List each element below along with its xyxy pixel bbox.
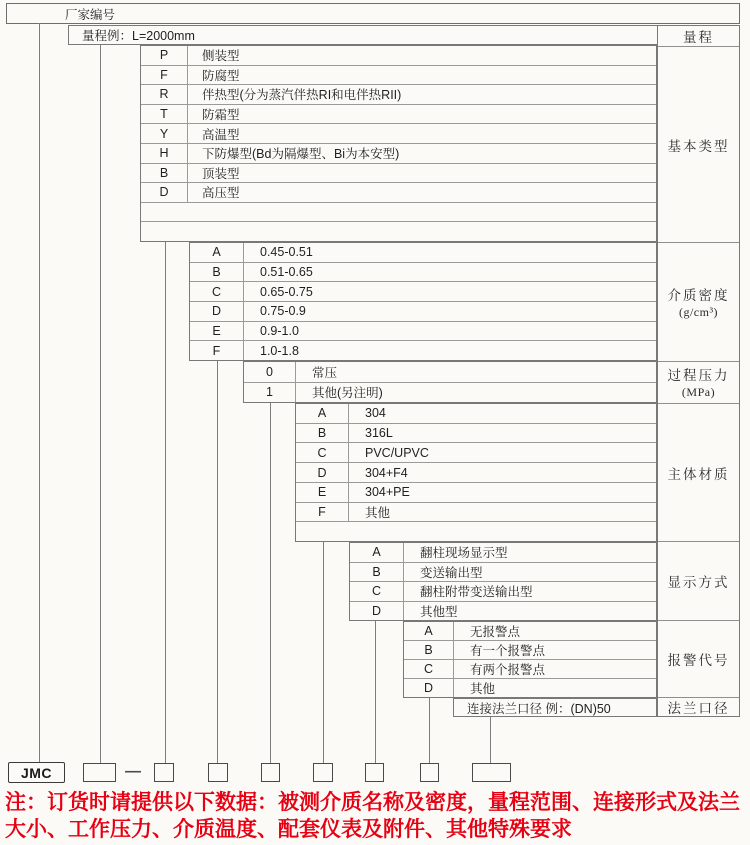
label-alarm-code: 报警代号	[658, 620, 739, 697]
table-row	[404, 640, 656, 659]
option-description: 0.45-0.51	[260, 245, 313, 260]
table-row	[141, 123, 656, 143]
code-box-pressure	[261, 763, 280, 782]
connector-line-range	[100, 44, 101, 763]
code-box-basic-type	[154, 763, 174, 782]
code-box-range	[83, 763, 116, 782]
option-description	[188, 203, 656, 222]
table-row	[141, 221, 656, 241]
table-display-mode	[349, 542, 657, 621]
table-row	[190, 321, 656, 341]
option-code: E	[296, 483, 349, 502]
option-code: 0	[244, 362, 296, 382]
option-code: F	[190, 341, 244, 360]
option-code: D	[141, 183, 188, 202]
table-row	[141, 163, 656, 183]
option-code: E	[190, 322, 244, 341]
factory-code-label: 厂家编号	[65, 7, 116, 22]
option-code: T	[141, 105, 188, 124]
option-code: C	[296, 443, 349, 462]
option-description: 0.9-1.0	[260, 324, 299, 339]
connector-line-flange	[490, 716, 491, 763]
option-description: 316L	[365, 426, 393, 441]
code-box-display	[365, 763, 384, 782]
option-description: 防腐型	[202, 68, 240, 83]
option-code: H	[141, 144, 188, 163]
table-row	[296, 502, 656, 522]
flange-size-text: 连接法兰口径 例：(DN)50	[467, 701, 611, 716]
table-row	[141, 202, 656, 222]
option-description: 翻柱现场显示型	[420, 546, 508, 561]
code-box-flange	[472, 763, 511, 782]
option-description: 其他	[365, 505, 391, 520]
code-box-alarm	[420, 763, 439, 782]
table-row	[190, 243, 656, 262]
option-code: A	[350, 543, 404, 562]
option-code: A	[404, 622, 454, 640]
table-row	[350, 601, 656, 621]
table-row	[296, 482, 656, 502]
table-row	[404, 622, 656, 640]
option-description: 顶装型	[202, 166, 240, 181]
option-description: 无报警点	[470, 625, 521, 639]
option-code: B	[190, 263, 244, 282]
option-code: C	[404, 660, 454, 678]
connector-line-density	[217, 360, 218, 763]
category-label-column	[657, 25, 740, 717]
range-example-box	[68, 25, 658, 45]
label-pressure-unit: (MPa)	[681, 385, 716, 400]
option-description: 0.75-0.9	[260, 304, 306, 319]
option-description: PVC/UPVC	[365, 445, 429, 460]
option-description: 伴热型(分为蒸汽伴热RI和电伴热RII)	[202, 88, 402, 103]
ordering-note-line2: 大小、工作压力、介质温度、配套仪表及附件、其他特殊要求	[5, 818, 572, 841]
table-row	[296, 442, 656, 462]
option-description	[349, 522, 656, 541]
table-medium-density	[189, 242, 657, 361]
table-row	[141, 182, 656, 202]
table-row	[244, 362, 656, 382]
table-row	[296, 462, 656, 482]
ordering-note-line1: 注：订货时请提供以下数据：被测介质名称及密度，量程范围、连接形式及法兰	[5, 791, 740, 814]
code-box-material	[313, 763, 333, 782]
table-row	[190, 301, 656, 321]
label-body-material: 主体材质	[658, 403, 739, 542]
table-row	[190, 281, 656, 301]
option-code: B	[404, 641, 454, 659]
option-code: F	[141, 66, 188, 85]
option-description: 1.0-1.8	[260, 343, 299, 358]
option-description	[188, 222, 656, 241]
code-separator-dash: —	[125, 762, 141, 780]
option-description: 下防爆型(Bd为隔爆型、Bi为本安型)	[202, 147, 400, 162]
label-density-unit: (g/cm³)	[678, 305, 719, 320]
option-code: R	[141, 85, 188, 104]
option-description: 其他型	[420, 604, 458, 619]
option-code	[296, 522, 349, 541]
option-description: 0.65-0.75	[260, 284, 313, 299]
option-code: D	[296, 463, 349, 482]
table-row	[296, 521, 656, 541]
label-display-mode: 显示方式	[658, 541, 739, 620]
label-flange-size: 法兰口径	[658, 697, 739, 716]
option-code: D	[350, 602, 404, 621]
label-basic-type: 基本类型	[658, 46, 739, 242]
factory-code-box	[6, 3, 740, 24]
connector-line-alarm	[429, 697, 430, 763]
table-row	[244, 382, 656, 403]
option-description: 翻柱附带变送输出型	[420, 585, 533, 600]
option-description: 304+F4	[365, 465, 408, 480]
option-description: 有两个报警点	[470, 663, 546, 677]
table-row	[190, 340, 656, 360]
option-code: F	[296, 503, 349, 522]
option-description: 其他(另注明)	[312, 386, 383, 401]
option-code	[141, 222, 188, 241]
option-code: D	[190, 302, 244, 321]
option-description: 常压	[312, 365, 338, 380]
table-row	[141, 84, 656, 104]
connector-line-display	[375, 620, 376, 763]
table-row	[404, 678, 656, 697]
table-row	[141, 104, 656, 124]
option-code: A	[296, 404, 349, 423]
table-row	[350, 543, 656, 562]
table-row	[296, 404, 656, 423]
option-code: A	[190, 243, 244, 262]
option-description: 高压型	[202, 186, 240, 201]
option-code: C	[190, 282, 244, 301]
option-code: P	[141, 46, 188, 65]
option-code: D	[404, 679, 454, 697]
range-example-text: 量程例：L=2000mm	[82, 29, 195, 43]
option-code: Y	[141, 124, 188, 143]
table-row	[141, 46, 656, 65]
model-prefix-box: JMC	[8, 762, 65, 783]
table-row	[141, 65, 656, 85]
option-code: B	[296, 424, 349, 443]
option-description: 304+PE	[365, 485, 410, 500]
table-basic-type	[140, 45, 657, 242]
table-row	[350, 581, 656, 601]
connector-line-factory	[39, 23, 40, 763]
option-description: 变送输出型	[420, 565, 483, 580]
option-description: 有一个报警点	[470, 644, 546, 658]
option-description: 侧装型	[202, 49, 240, 64]
table-row	[190, 262, 656, 282]
table-row	[296, 423, 656, 443]
ordering-note	[5, 789, 749, 843]
flange-size-row	[453, 698, 657, 717]
connector-line-basic	[165, 204, 166, 763]
option-code	[141, 203, 188, 222]
option-code: B	[350, 563, 404, 582]
table-alarm-code	[403, 621, 657, 698]
table-process-pressure	[243, 361, 657, 403]
option-code: C	[350, 582, 404, 601]
table-body-material	[295, 403, 657, 542]
table-row	[404, 659, 656, 678]
option-description: 其他	[470, 682, 496, 696]
code-box-density	[208, 763, 228, 782]
option-description: 0.51-0.65	[260, 265, 313, 279]
label-range: 量程	[683, 30, 714, 45]
connector-line-pressure	[270, 402, 271, 763]
table-row	[141, 143, 656, 163]
label-medium-density: 介质密度 (g/cm³)	[658, 242, 739, 361]
option-code: 1	[244, 383, 296, 403]
option-description: 防霜型	[202, 108, 240, 123]
option-description: 高温型	[202, 127, 240, 142]
connector-line-material	[323, 523, 324, 763]
table-row	[350, 562, 656, 582]
option-description: 304	[365, 406, 386, 421]
label-process-pressure: 过程压力 (MPa)	[658, 361, 739, 403]
option-code: B	[141, 164, 188, 183]
